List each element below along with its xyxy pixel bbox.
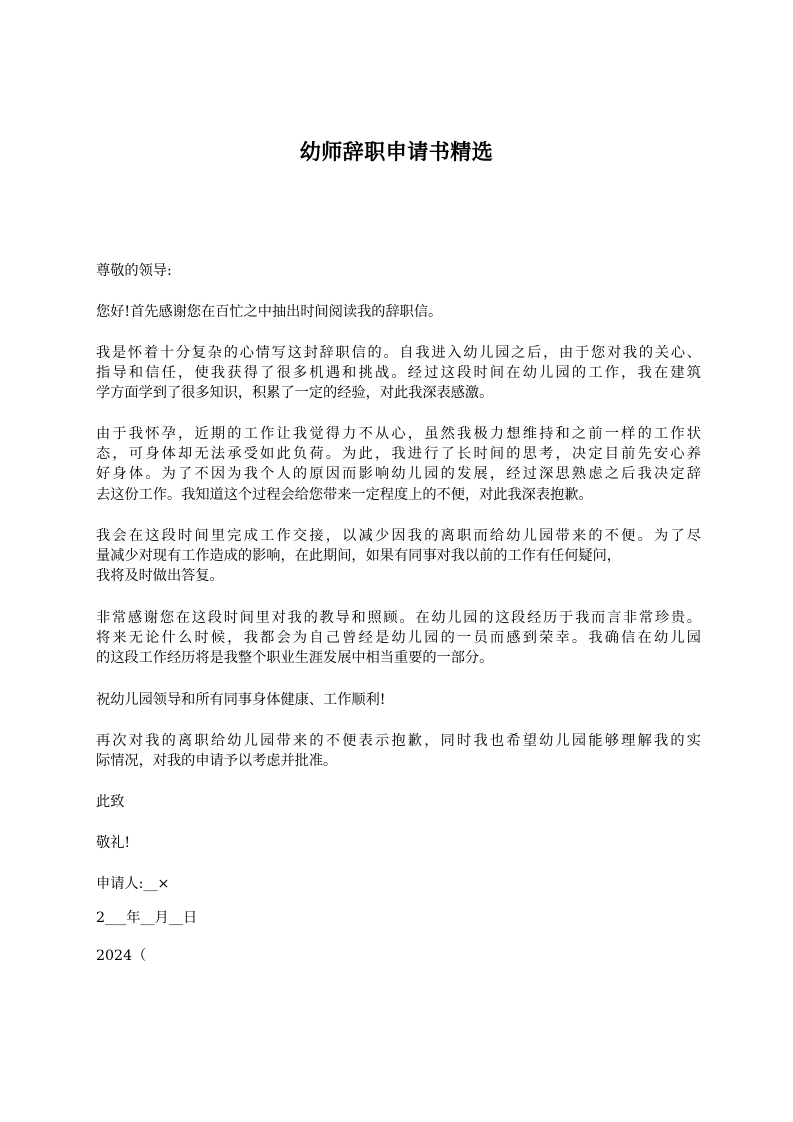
paragraph-reason (96, 424, 701, 505)
year-fragment (96, 946, 701, 966)
closing-regards (96, 792, 701, 812)
salutation (96, 261, 701, 281)
paragraph-line: 我会在这段时间里完成工作交接，以减少因我的离职而给幼儿园带来的不便。为了尽 (96, 528, 701, 544)
paragraph-greeting (96, 302, 701, 322)
applicant-value: __× (143, 876, 170, 892)
paragraph-line: 我是怀着十分复杂的心情写这封辞职信的。自我进入幼儿园之后，由于您对我的关心、 (96, 345, 701, 361)
paragraph-line: 指导和信任，使我获得了很多机遇和挑战。经过这段时间在幼儿园的工作，我在建筑 (96, 365, 701, 382)
closing-salute (96, 833, 701, 853)
year-text: 2024（ (96, 948, 147, 964)
salutation-text: 尊敬的领导: (96, 263, 172, 279)
paragraph-line: 再次对我的离职给幼儿园带来的不便表示抱歉，同时我也希望幼儿园能够理解我的实 (96, 733, 701, 749)
applicant-row (96, 874, 701, 894)
paragraph-apology (96, 731, 701, 771)
document-title: 幼师辞职申请书精选 (299, 140, 494, 164)
paragraph-line: 态，可身体却无法承受如此负荷。为此，我进行了长时间的思考，决定目前先安心养 (96, 446, 701, 463)
paragraph-line: 将来无论什么时候，我都会为自己曾经是幼儿园的一员而感到荣幸。我确信在幼儿园 (96, 630, 701, 647)
applicant-label: 申请人: (96, 876, 144, 892)
paragraph-intro (96, 343, 701, 404)
paragraph-line: 的这段工作经历将是我整个职业生涯发展中相当重要的一部分。 (96, 650, 494, 667)
date-text: 2___年__月__日 (96, 910, 198, 926)
paragraph-line: 您好!首先感谢您在百忙之中抽出时间阅读我的辞职信。 (96, 304, 443, 320)
paragraph-line: 好身体。为了不因为我个人的原因而影响幼儿园的发展，经过深思熟虑之后我决定辞 (96, 466, 701, 483)
applicant-line (96, 874, 701, 894)
paragraph-line: 际情况，对我的申请予以考虑并批准。 (96, 753, 338, 770)
paragraph-line: 非常感谢您在这段时间里对我的教导和照顾。在幼儿园的这段经历于我而言非常珍贵。 (96, 610, 701, 626)
paragraph-line: 量减少对现有工作造成的影响，在此期间，如果有同事对我以前的工作有任何疑问， (96, 548, 621, 565)
paragraph-line: 我将及时做出答复。 (96, 568, 224, 585)
paragraph-thanks (96, 608, 701, 669)
paragraph-line: 由于我怀孕，近期的工作让我觉得力不从心，虽然我极力想维持和之前一样的工作状 (96, 426, 701, 442)
closing-text: 敬礼! (96, 835, 131, 851)
paragraph-line: 学方面学到了很多知识，积累了一定的经验，对此我深表感激。 (96, 385, 494, 402)
paragraph-line: 祝幼儿园领导和所有同事身体健康、工作顺利! (96, 692, 386, 708)
paragraph-handover (96, 526, 701, 587)
paragraph-wishes (96, 690, 701, 710)
date-line (96, 908, 701, 928)
paragraph-line: 去这份工作。我知道这个过程会给您带来一定程度上的不便，对此我深表抱歉。 (96, 486, 593, 503)
closing-text: 此致 (96, 794, 125, 810)
